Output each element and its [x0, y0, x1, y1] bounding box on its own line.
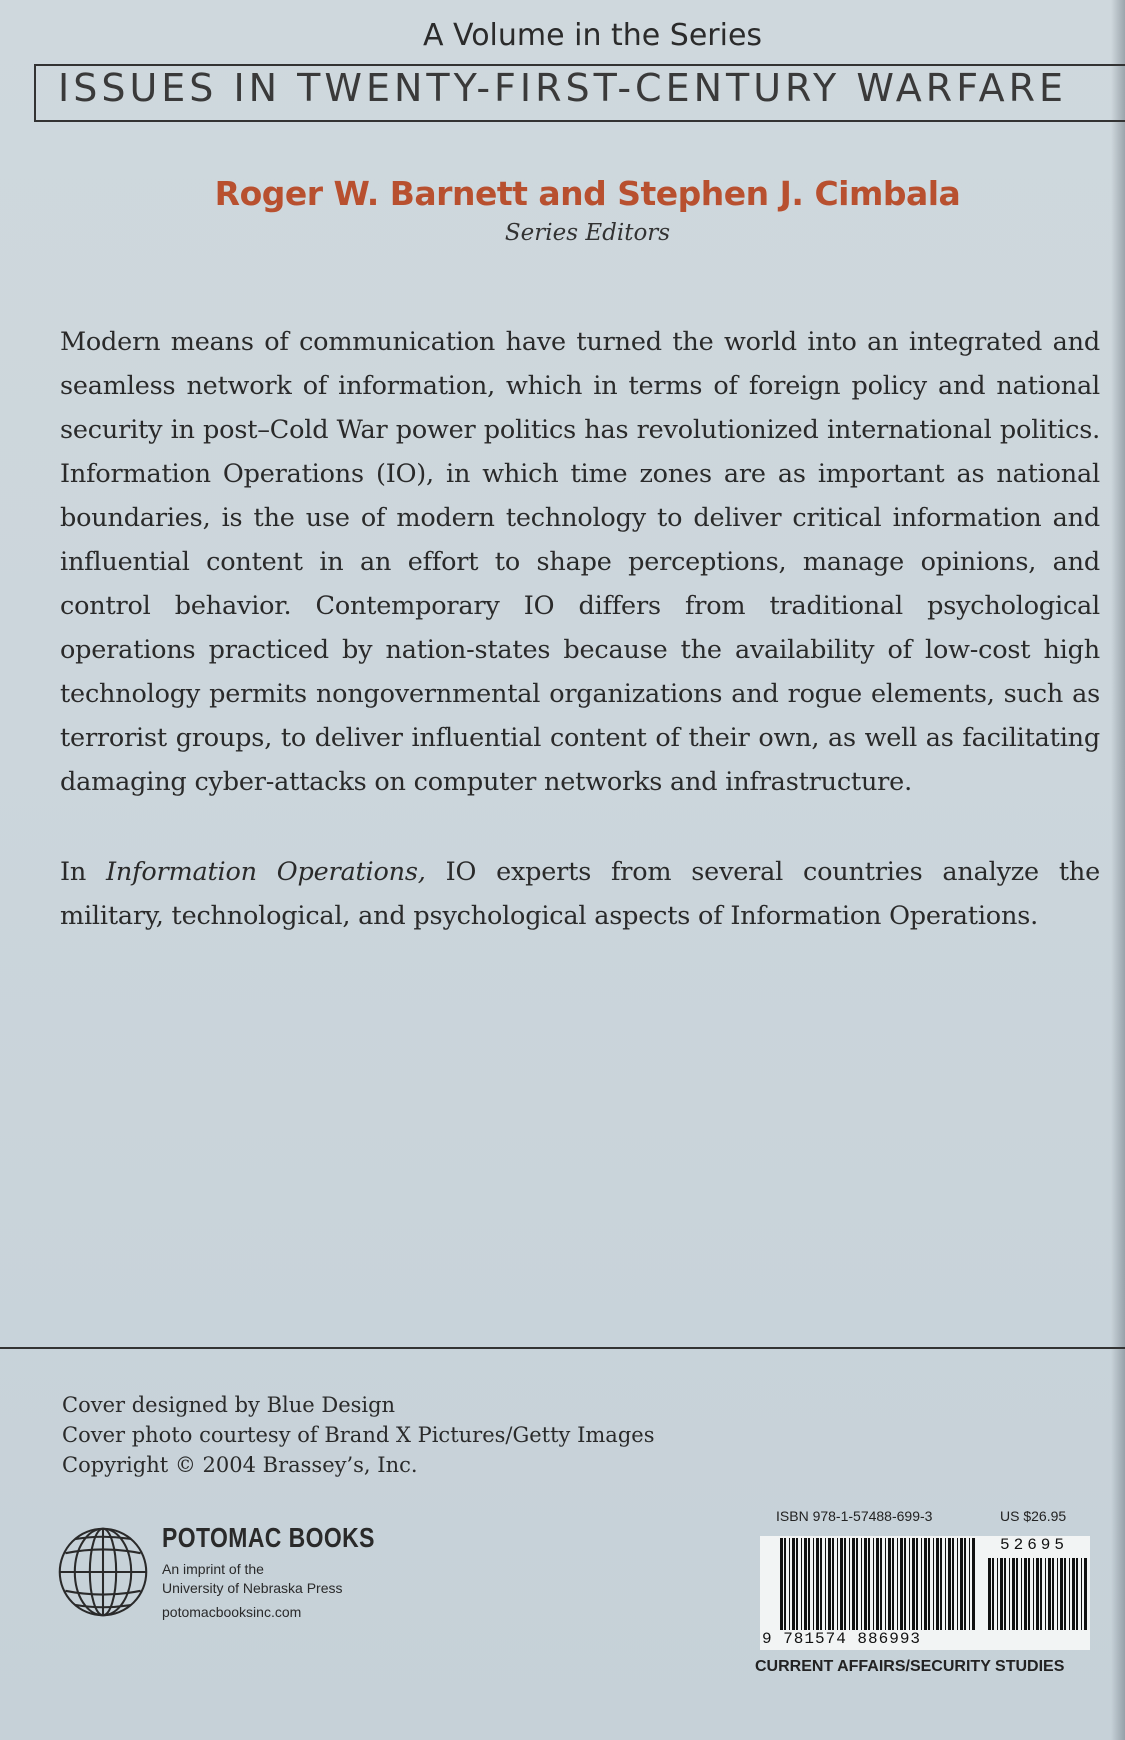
barcode-bar	[892, 1538, 894, 1630]
paragraph-2-rest: IO experts from several countries analyze the military, technological, and psychological aspects of Information Operations.	[60, 857, 1100, 931]
barcode-bar	[1024, 1558, 1027, 1630]
barcode-bar	[1057, 1558, 1058, 1630]
series-editors-names: Roger W. Barnett and Stephen J. Cimbala	[214, 174, 961, 213]
barcode-bar	[804, 1538, 807, 1630]
barcode-bar	[1064, 1558, 1066, 1630]
barcode-bar	[828, 1538, 831, 1630]
barcode-bar	[844, 1538, 846, 1630]
barcode-bar	[832, 1538, 834, 1630]
credits-block	[62, 1390, 654, 1480]
barcode-bar	[816, 1538, 819, 1630]
barcode-bar	[948, 1538, 951, 1630]
imprint-line-1: An imprint of the	[162, 1561, 264, 1577]
cover-design-credit: Cover designed by Blue Design	[62, 1393, 396, 1417]
barcode-bar	[1016, 1558, 1018, 1630]
barcode-bar	[924, 1538, 927, 1630]
barcode-bar	[909, 1538, 910, 1630]
barcode	[760, 1536, 1090, 1650]
barcode-bar	[1069, 1558, 1070, 1630]
book-title-italic: Information Operations,	[106, 857, 426, 887]
barcode-bar	[1033, 1558, 1034, 1630]
barcode-bar	[1081, 1558, 1082, 1630]
barcode-bar	[945, 1538, 946, 1630]
series-intro: A Volume in the Series	[422, 18, 763, 53]
barcode-bar	[880, 1538, 882, 1630]
publisher-name: POTOMAC BOOKS	[162, 1522, 375, 1553]
barcode-bar	[820, 1538, 822, 1630]
barcode-bar	[1048, 1558, 1051, 1630]
imprint-line-2: University of Nebraska Press	[162, 1580, 343, 1596]
isbn-label: ISBN 978-1-57488-699-3	[776, 1508, 933, 1524]
barcode-bar	[1052, 1558, 1054, 1630]
barcode-bar	[988, 1558, 991, 1630]
ean-barcode-bars	[780, 1538, 976, 1630]
barcode-bar	[801, 1538, 802, 1630]
barcode-bar	[1021, 1558, 1022, 1630]
divider-rule	[0, 1347, 1125, 1349]
barcode-bar	[921, 1538, 922, 1630]
barcode-bar	[852, 1538, 855, 1630]
barcode-bar	[904, 1538, 906, 1630]
addon-barcode-bars	[988, 1558, 1088, 1630]
barcode-bar	[1045, 1558, 1046, 1630]
barcode-bar	[1000, 1558, 1003, 1630]
barcode-bar	[900, 1538, 903, 1630]
barcode-bar	[952, 1538, 954, 1630]
barcode-bar	[997, 1558, 998, 1630]
barcode-bar	[1076, 1558, 1078, 1630]
barcode-bar	[864, 1538, 867, 1630]
barcode-bar	[813, 1538, 814, 1630]
copyright-notice: Copyright © 2004 Brassey’s, Inc.	[62, 1453, 418, 1477]
barcode-bar	[1084, 1558, 1087, 1630]
barcode-bar	[780, 1538, 783, 1630]
barcode-bar	[789, 1538, 790, 1630]
barcode-bar	[897, 1538, 898, 1630]
cover-edge-shadow	[1111, 0, 1125, 1740]
barcode-bar	[885, 1538, 886, 1630]
barcode-bar	[936, 1538, 939, 1630]
addon-digits: 52695	[1000, 1536, 1069, 1554]
barcode-bar	[856, 1538, 858, 1630]
barcode-bar	[1012, 1558, 1015, 1630]
paragraph-2-prefix: In	[60, 857, 87, 887]
barcode-bar	[792, 1538, 795, 1630]
publisher-imprint	[162, 1560, 343, 1598]
series-title: ISSUES IN TWENTY-FIRST-CENTURY WARFARE	[58, 66, 1067, 110]
barcode-bar	[940, 1538, 942, 1630]
barcode-bar	[912, 1538, 915, 1630]
barcode-bar	[933, 1538, 934, 1630]
cover-photo-credit: Cover photo courtesy of Brand X Pictures/Getty Images	[62, 1423, 655, 1447]
barcode-bar	[960, 1538, 963, 1630]
barcode-bar	[1040, 1558, 1042, 1630]
barcode-bar	[808, 1538, 810, 1630]
barcode-bar	[992, 1558, 994, 1630]
series-editors-role: Series Editors	[504, 220, 671, 246]
barcode-bar	[964, 1538, 966, 1630]
barcode-bar	[1072, 1558, 1075, 1630]
barcode-bar	[849, 1538, 850, 1630]
barcode-bar	[888, 1538, 891, 1630]
barcode-bar	[1036, 1558, 1039, 1630]
barcode-bar	[861, 1538, 862, 1630]
barcode-bar	[972, 1538, 975, 1630]
barcode-bar	[1060, 1558, 1063, 1630]
barcode-bar	[825, 1538, 826, 1630]
barcode-bar	[873, 1538, 874, 1630]
globe-icon	[56, 1525, 150, 1619]
barcode-bar	[916, 1538, 918, 1630]
barcode-bar	[969, 1538, 970, 1630]
barcode-bar	[868, 1538, 870, 1630]
barcode-bar	[928, 1538, 930, 1630]
barcode-bar	[784, 1538, 786, 1630]
barcode-bar	[1009, 1558, 1010, 1630]
barcode-bar	[796, 1538, 798, 1630]
description-paragraph-1: Modern means of communication have turned the world into an integrated and seamless network of information, which in terms of foreign policy and national security in post–Cold War power politics has revolutionized international politics. Information Operations (IO), in which time zones are as important as national boundaries, is the use of modern technology to deliver critical information and influential content in an effort to shape perceptions, manage opinions, and control behavior. Contemporary IO differs from traditional psychological operations practiced by nation-states because the availability of low-cost high technology permits nongovernmental organizations and rogue elements, such as terrorist groups, to deliver influential content of their own, as well as facilitating damaging cyber-attacks on computer networks and infrastructure.	[60, 327, 1100, 797]
description-paragraph-2	[60, 850, 1100, 938]
barcode-bar	[1028, 1558, 1030, 1630]
subject-category: CURRENT AFFAIRS/SECURITY STUDIES	[755, 1658, 1065, 1675]
barcode-bar	[876, 1538, 879, 1630]
price-label: US $26.95	[1000, 1508, 1067, 1524]
publisher-url: potomacbooksinc.com	[162, 1604, 302, 1620]
barcode-bar	[957, 1538, 958, 1630]
barcode-bar	[840, 1538, 843, 1630]
barcode-bar	[837, 1538, 838, 1630]
barcode-bar	[1004, 1558, 1006, 1630]
ean-digits: 9 781574 886993	[762, 1630, 922, 1648]
